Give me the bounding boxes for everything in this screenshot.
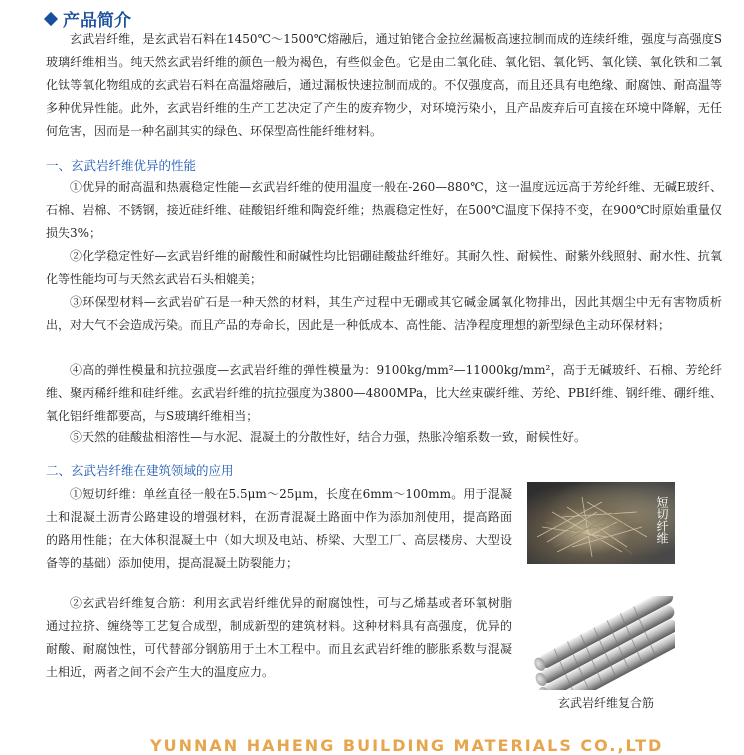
intro-paragraph: 玄武岩纤维，是玄武岩石料在1450℃～1500℃熔融后，通过铂铑合金拉丝漏板高速拉制而成的连续纤维，强度与高强度S玻璃纤维相当。纯天然玄武岩纤维的颜色一般为褐色，有些似金色。它是由二氧化硅、氧化铝、氧化钙、氧化镁、氧化铁和二氧化钛等氧化物组成的玄武岩石料在高温熔融后，通过漏板快速拉制而成的。不仅强度高，而且还具有电绝缘、耐腐蚀、耐高温等多种优异性能。此外，玄武岩纤维的生产工艺决定了产生的废弃物少，对环境污染小，且产品废弃后可直接在环境中降解，无任何危害，因而是一种名副其实的绿色、环保型高性能纤维材料。 (46, 32, 722, 138)
chopped-fiber-photo (527, 482, 675, 564)
section1-item-1: ①优异的耐高温和热震稳定性能—玄武岩纤维的使用温度一般在-260—880℃，这一温度远远高于芳纶纤维、无碱E玻纤、石棉、岩棉、不锈钢，接近硅纤维、硅酸铝纤维和陶瓷纤维；热震稳定性好，在500℃温度下保持不变，在900℃时原始重量仅损失3%； (46, 180, 722, 240)
section1-heading: 一、玄武岩纤维优异的性能 (46, 158, 197, 173)
composite-rebar-photo (527, 596, 675, 690)
section1-item-5: ⑤天然的硅酸盐相溶性—与水泥、混凝土的分散性好，结合力强，热胀冷缩系数一致，耐候性好。 (70, 430, 587, 444)
diamond-bullet-icon (44, 11, 58, 25)
company-footer-banner: YUNNAN HAHENG BUILDING MATERIALS CO.,LTD (150, 736, 664, 755)
rebar-caption: 玄武岩纤维复合筋 (557, 696, 654, 710)
section2-item-1: ①短切纤维：单丝直径一般在5.5μm～25μm，长度在6mm～100mm。用于混凝土和混凝土沥青公路建设的增强材料，在沥青混凝土路面中作为添加剂使用，提高路面的路用性能；在大体积混凝土中（如大坝及电站、桥梁、大型工厂、高层楼房、大型设备等的基础）添加使用，提高混凝土防裂能力； (46, 487, 512, 570)
section2-item-2: ②玄武岩纤维复合筋：利用玄武岩纤维优异的耐腐蚀性，可与乙烯基或者环氧树脂通过拉挤、缠绕等工艺复合成型，制成新型的建筑材料。这种材料具有高强度，优异的耐酸、耐腐蚀性，可代替部分钢筋用于土木工程中。而且玄武岩纤维的膨胀系数与混凝土相近，两者之间不会产生大的温度应力。 (46, 596, 512, 679)
section1-item-3: ③环保型材料—玄武岩矿石是一种天然的材料，其生产过程中无硼或其它碱金属氧化物排出，因此其烟尘中无有害物质析出，对大气不会造成污染。而且产品的寿命长，因此是一种低成本、高性能、洁净程度理想的新型绿色主动环保材料； (46, 295, 722, 332)
fiber-strands-icon (527, 482, 675, 564)
rebar-bundle-icon (527, 596, 675, 690)
page-title-text: 产品简介 (63, 11, 131, 31)
section1-item-2: ②化学稳定性好—玄武岩纤维的耐酸性和耐碱性均比铝硼硅酸盐纤维好。其耐久性、耐候性、耐紫外线照射、耐水性、抗氧化等性能均可与天然玄武岩石头相媲美； (46, 249, 722, 286)
section1-item-4: ④高的弹性模量和抗拉强度—玄武岩纤维的弹性模量为：9100kg/mm²—11000kg/mm²，高于无碱玻纤、石棉、芳纶纤维、聚丙稀纤维和硅纤维。玄武岩纤维的抗拉强度为3800—4800MPa，比大丝束碳纤维、芳纶、PBI纤维、钢纤维、硼纤维、氧化铝纤维都要高，与S玻璃纤维相当； (46, 363, 722, 423)
section2-heading: 二、玄武岩纤维在建筑领域的应用 (46, 463, 234, 478)
fiber-photo-label: 短切纤维 (655, 496, 669, 544)
